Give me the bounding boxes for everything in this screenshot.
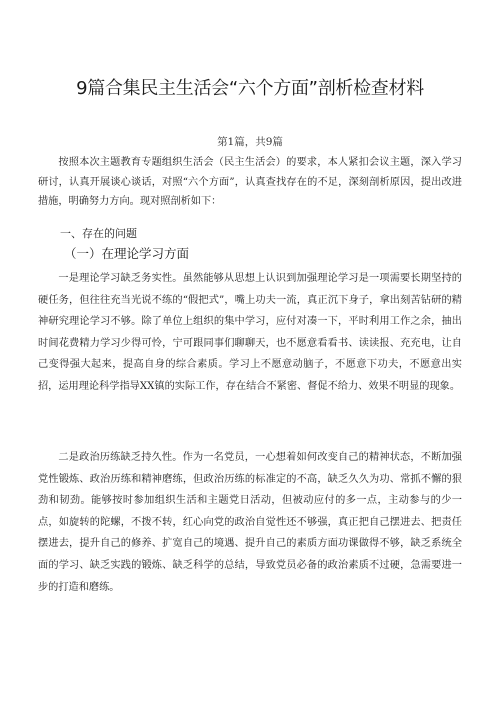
subsection-heading: （一）在理论学习方面 xyxy=(64,246,190,261)
intro-paragraph: 按照本次主题教育专题组织生活会（民主生活会）的要求，本人紧扣会议主题，深入学习研讨，认真开展谈心谈话，对照“六个方面”，认真查找存在的不足，深刻剖析原因，提出改进措施，明确努力方向。现对照剖析如下： xyxy=(38,157,462,207)
section-heading: 一、存在的问题 xyxy=(60,227,137,240)
body-paragraph-1: 一是理论学习缺乏务实性。虽然能够从思想上认识到加强理论学习是一项需要长期坚持的硬任务，但往往充当光说不练的“假把式”，嘴上功夫一流，真正沉下身子，拿出刻苦钻研的精神研究理论学习不够。除了单位上组织的集中学习，应付对凑一下，平时利用工作之余，抽出时间花费精力学习少得可怜，宁可跟同事们聊聊天，也不愿意看看书、读读报、充充电，让自己变得强大起来，提高自身的综合素质。学习上不愿意动脑子，不愿意下功夫，不愿意出实招，运用理论科学指导XX镇的实际工作，存在结合不紧密、督促不给力、效果不明显的现象。 xyxy=(38,273,462,392)
document-subtitle: 第1篇，共9篇 xyxy=(217,136,283,148)
document-title: 9篇合集民主生活会“六个方面”剖析检查材料 xyxy=(76,78,424,99)
body-paragraph-2: 二是政治历练缺乏持久性。作为一名党员，一心想着如何改变自己的精神状态，不断加强党性锻炼、政治历练和精神磨练，但政治历练的标准定的不高，缺乏久久为功、常抓不懈的狠劲和韧劲。能够按时参加组织生活和主题党日活动，但被动应付的多一点，主动参与的少一点，如旋转的陀螺，不拨不转，红心向党的政治自觉性还不够强，真正把自己摆进去、把责任摆进去，提升自己的修养、扩宽自己的境遇、提升自己的素质方面功课做得不够，缺乏系统全面的学习、缺乏实践的锻炼、缺乏科学的总结，导致党员必备的政治素质不过硬，急需要进一步的打造和磨练。 xyxy=(38,452,462,593)
